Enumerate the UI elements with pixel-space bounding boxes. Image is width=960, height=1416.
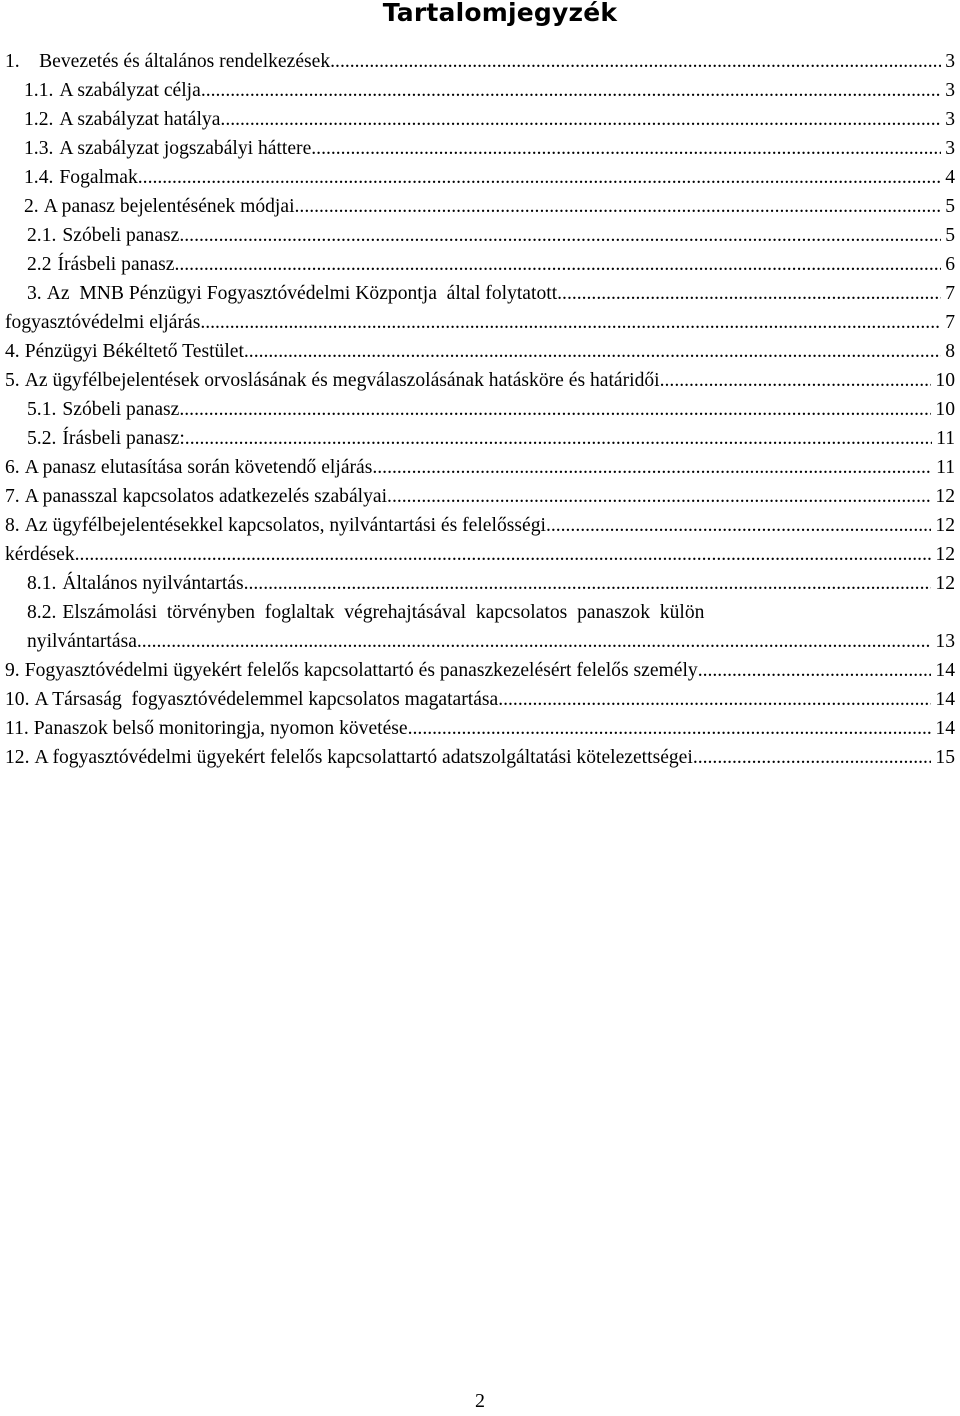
toc-entry-number: 8. <box>5 515 20 536</box>
toc-entry-number: 2.2 <box>27 254 52 275</box>
toc-entry[interactable] <box>5 598 955 627</box>
toc-entry[interactable] <box>5 743 955 772</box>
toc-entry-page: 14 <box>935 660 955 681</box>
toc-entry-number: 4. <box>5 341 20 362</box>
toc-entry-number: 8.1. <box>27 573 57 594</box>
toc-entry-label: Az ügyfélbejelentések orvoslásának és megválaszolásának hatásköre és határidői <box>24 370 660 391</box>
toc-entry-page: 7 <box>945 283 955 304</box>
toc-entry-number: 6. <box>5 457 20 478</box>
toc-entry-page: 10 <box>935 399 955 420</box>
toc-entry-page: 10 <box>935 370 955 391</box>
toc-entry-page: 3 <box>945 109 955 130</box>
dot-leader <box>295 192 942 221</box>
dot-leader <box>244 337 941 366</box>
toc-entry-label: A Társaság fogyasztóvédelemmel kapcsolatos magatartása <box>34 689 499 710</box>
toc-entry-number: 11. <box>5 718 29 739</box>
toc-entry-page: 3 <box>945 138 955 159</box>
toc-entry-label: Panaszok belső monitoringja, nyomon követése <box>33 718 408 739</box>
page-number: 2 <box>475 1390 485 1412</box>
toc-entry-page: 12 <box>935 486 955 507</box>
toc-entry-label: Elszámolási törvényben foglaltak végrehajtásával kapcsolatos panaszok külön <box>62 602 705 623</box>
toc-entry[interactable] <box>5 424 955 453</box>
dot-leader <box>75 540 932 569</box>
toc-entry-label: A szabályzat hatálya <box>59 109 221 130</box>
toc-entry-label: A szabályzat jogszabályi háttere <box>59 138 312 159</box>
toc-entry-page: 14 <box>935 718 955 739</box>
toc-entry[interactable] <box>5 76 955 105</box>
toc-entry[interactable] <box>5 482 955 511</box>
dot-leader <box>557 279 941 308</box>
toc-entry-number: 1.4. <box>24 167 54 188</box>
dot-leader <box>137 627 932 656</box>
toc-entry-number: 1.3. <box>24 138 54 159</box>
toc-entry-page: 6 <box>945 254 955 275</box>
toc-entry[interactable] <box>5 105 955 134</box>
dot-leader <box>498 685 931 714</box>
toc-entry-number: 1.1. <box>24 80 54 101</box>
toc-entry-label: A szabályzat célja <box>59 80 201 101</box>
toc-entry[interactable] <box>5 395 955 424</box>
toc-entry-label: Szóbeli panasz <box>62 225 180 246</box>
toc-entry-number: 9. <box>5 660 20 681</box>
toc-entry-page: 12 <box>935 544 955 565</box>
toc-entry[interactable] <box>5 685 955 714</box>
page-title: Tartalomjegyzék <box>382 0 618 27</box>
toc-entry-number: 7. <box>5 486 20 507</box>
toc-entry-page: 4 <box>945 167 955 188</box>
toc-entry[interactable] <box>5 511 955 540</box>
toc-entry-page: 11 <box>936 457 955 478</box>
toc-entry-label: Fogyasztóvédelmi ügyekért felelős kapcsolattartó és panaszkezelésért felelős személy <box>24 660 698 681</box>
toc-entry-number: 1. <box>5 51 20 72</box>
toc-entry[interactable] <box>5 279 955 308</box>
toc-entry-page: 13 <box>935 631 955 652</box>
toc-entry-label: Az MNB Pénzügyi Fogyasztóvédelmi Központja által folytatott <box>46 283 558 304</box>
toc-entry[interactable] <box>5 337 955 366</box>
toc-entry[interactable] <box>5 656 955 685</box>
toc-entry[interactable] <box>5 250 955 279</box>
dot-leader <box>330 47 941 76</box>
toc-entry-label: Írásbeli panasz: <box>62 428 185 449</box>
toc-entry-label: A panasz bejelentésének módjai <box>43 196 295 217</box>
toc-entry-number: 5.1. <box>27 399 57 420</box>
toc-entry-label: Pénzügyi Békéltető Testület <box>24 341 244 362</box>
toc-entry-page: 3 <box>945 51 955 72</box>
toc-entry-number: 5.2. <box>27 428 57 449</box>
toc-entry[interactable] <box>5 192 955 221</box>
toc-entry-page: 7 <box>945 312 955 333</box>
toc-entry-label: Írásbeli panasz <box>57 254 175 275</box>
toc-entry[interactable] <box>5 221 955 250</box>
dot-leader <box>546 511 931 540</box>
dot-leader <box>244 569 932 598</box>
toc-entry-number: 3. <box>27 283 42 304</box>
dot-leader <box>372 453 932 482</box>
toc-entry-page: 12 <box>935 573 955 594</box>
toc-entry-number: 2. <box>24 196 39 217</box>
dot-leader <box>311 134 941 163</box>
toc-entry-number: 10. <box>5 689 30 710</box>
toc-entry-page: 8 <box>945 341 955 362</box>
toc-entry-number: 1.2. <box>24 109 54 130</box>
dot-leader <box>179 395 931 424</box>
toc-entry[interactable] <box>5 569 955 598</box>
table-of-contents <box>5 47 955 772</box>
toc-entry[interactable] <box>5 47 955 76</box>
toc-entry-label: Általános nyilvántartás <box>62 573 244 594</box>
toc-entry-label: Szóbeli panasz <box>62 399 180 420</box>
dot-leader <box>185 424 932 453</box>
dot-leader <box>138 163 941 192</box>
toc-entry-page: 11 <box>936 428 955 449</box>
dot-leader <box>179 221 941 250</box>
toc-entry-label: Az ügyfélbejelentésekkel kapcsolatos, nyilvántartási és felelősségi <box>24 515 546 536</box>
toc-entry-label: kérdések <box>5 544 75 565</box>
toc-entry[interactable] <box>5 163 955 192</box>
toc-entry-page: 5 <box>945 196 955 217</box>
dot-leader <box>200 308 941 337</box>
toc-entry-label: A panasz elutasítása során követendő eljárás <box>24 457 373 478</box>
toc-entry-page: 3 <box>945 80 955 101</box>
toc-entry-number: 8.2. <box>27 602 57 623</box>
dot-leader <box>220 105 941 134</box>
dot-leader <box>387 482 931 511</box>
toc-entry-continuation[interactable] <box>5 308 955 337</box>
dot-leader <box>693 743 932 772</box>
dot-leader <box>698 656 932 685</box>
toc-entry-number: 2.1. <box>27 225 57 246</box>
toc-entry-page: 5 <box>945 225 955 246</box>
toc-entry-page: 15 <box>935 747 955 768</box>
toc-entry[interactable] <box>5 714 955 743</box>
toc-entry-label: A panasszal kapcsolatos adatkezelés szabályai <box>24 486 388 507</box>
toc-entry-page: 12 <box>935 515 955 536</box>
toc-entry-label: fogyasztóvédelmi eljárás <box>5 312 201 333</box>
toc-entry[interactable] <box>5 453 955 482</box>
dot-leader <box>408 714 932 743</box>
toc-entry-continuation[interactable] <box>5 627 955 656</box>
toc-entry-label: A fogyasztóvédelmi ügyekért felelős kapcsolattartó adatszolgáltatási kötelezettségei <box>34 747 693 768</box>
toc-entry-label: nyilvántartása <box>27 631 137 652</box>
toc-entry-label: Bevezetés és általános rendelkezések <box>39 51 331 72</box>
toc-entry-label: Fogalmak <box>59 167 138 188</box>
dot-leader <box>174 250 941 279</box>
toc-entry-page: 14 <box>935 689 955 710</box>
toc-entry-continuation[interactable] <box>5 540 955 569</box>
toc-entry-number: 5. <box>5 370 20 391</box>
dot-leader <box>201 76 941 105</box>
toc-entry-number: 12. <box>5 747 30 768</box>
toc-entry[interactable] <box>5 134 955 163</box>
toc-entry[interactable] <box>5 366 955 395</box>
dot-leader <box>660 366 932 395</box>
